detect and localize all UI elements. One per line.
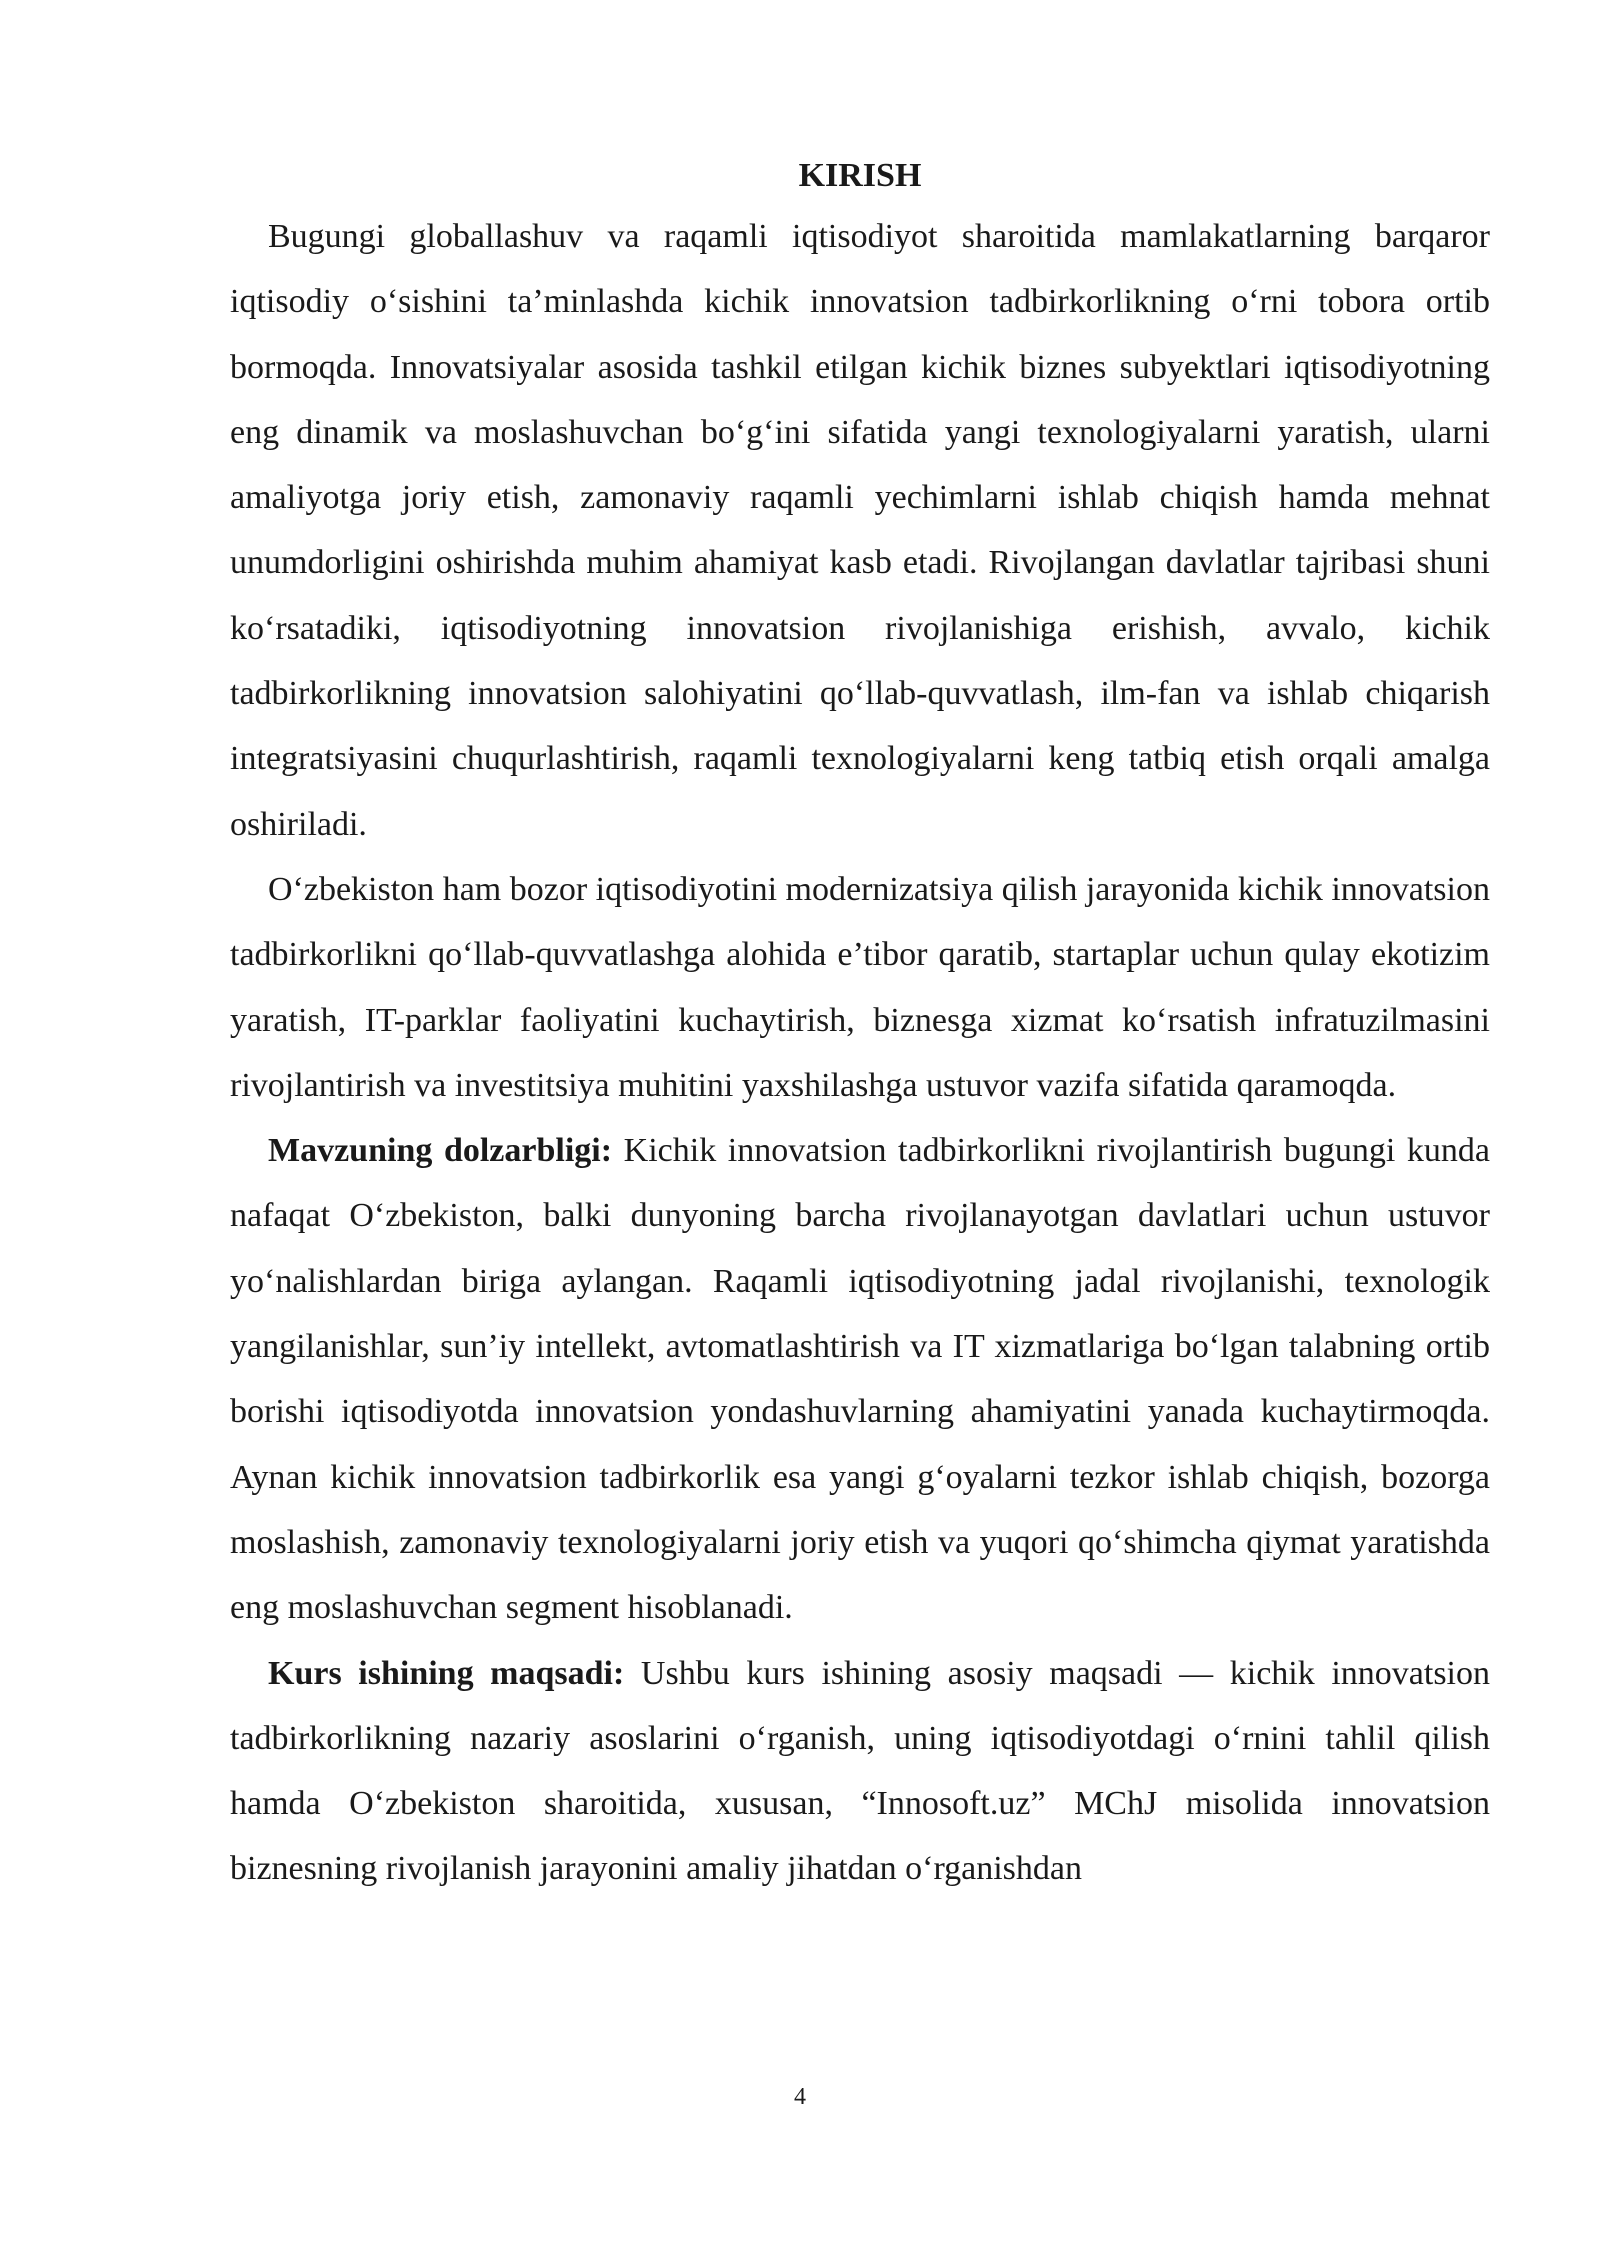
section-title: KIRISH xyxy=(798,157,922,194)
paragraph-text: O‘zbekiston ham bozor iqtisodiyotini modernizatsiya qilish jarayonida kichik innovatsion tadbirkorlikni qo‘llab-quvvatlashga alohida e’tibor qaratib, startaplar uchun qulay ekotizim yaratish, IT-parklar faoliyatini kuchaytirish, biznesga xizmat ko‘rsatish infratuzilmasini rivojlantirish va investitsiya muhitini yaxshilashga ustuvor vazifa sifatida qaramoqda. xyxy=(230,870,1490,1104)
paragraph-goal xyxy=(230,1641,1490,1902)
paragraph-lead-relevance: Mavzuning dolzarbligi: xyxy=(268,1132,613,1170)
paragraph-text: Ushbu kurs ishining asosiy maqsadi — kichik innovatsion tadbirkorlikning nazariy asoslarini o‘rganish, uning iqtisodiyotdagi o‘rnini tahlil qilish hamda O‘zbekiston sharoitida, xususan, “Innosoft.uz” MChJ misolida innovatsion biznesning rivojlanish jarayonini amaliy jihatdan o‘rganishdan xyxy=(230,1654,1490,1888)
paragraph-uzbekistan xyxy=(230,857,1490,1118)
document-page xyxy=(230,148,1490,1902)
paragraph-lead-goal: Kurs ishining maqsadi: xyxy=(268,1654,625,1692)
paragraph-relevance xyxy=(230,1118,1490,1640)
paragraph-text: Kichik innovatsion tadbirkorlikni rivojlantirish bugungi kunda nafaqat O‘zbekiston, balki dunyoning barcha rivojlanayotgan davlatlari uchun ustuvor yo‘nalishlardan biriga aylangan. Raqamli iqtisodiyotning jadal rivojlanishi, texnologik yangilanishlar, sun’iy intellekt, avtomatlashtirish va IT xizmatlariga bo‘lgan talabning ortib borishi iqtisodiyotda innovatsion yondashuvlarning ahamiyatini yanada kuchaytirmoqda. Aynan kichik innovatsion tadbirkorlik esa yangi g‘oyalarni tezkor ishlab chiqish, bozorga moslashish, zamonaviy texnologiyalarni joriy etish va yuqori qo‘shimcha qiymat yaratishda eng moslashuvchan segment hisoblanadi. xyxy=(230,1132,1490,1627)
paragraph-intro xyxy=(230,204,1490,857)
page-number: 4 xyxy=(794,2084,806,2110)
paragraph-text: Bugungi globallashuv va raqamli iqtisodiyot sharoitida mamlakatlarning barqaror iqtisodiy o‘sishini ta’minlashda kichik innovatsion tadbirkorlikning o‘rni tobora ortib bormoqda. Innovatsiyalar asosida tashkil etilgan kichik biznes subyektlari iqtisodiyotning eng dinamik va moslashuvchan bo‘g‘ini sifatida yangi texnologiyalarni yaratish, ularni amaliyotga joriy etish, zamonaviy raqamli yechimlarni ishlab chiqish hamda mehnat unumdorligini oshirishda muhim ahamiyat kasb etadi. Rivojlangan davlatlar tajribasi shuni ko‘rsatadiki, iqtisodiyotning innovatsion rivojlanishiga erishish, avvalo, kichik tadbirkorlikning innovatsion salohiyatini qo‘llab-quvvatlash, ilm-fan va ishlab chiqarish integratsiyasini chuqurlashtirish, raqamli texnologiyalarni keng tatbiq etish orqali amalga oshiriladi. xyxy=(230,218,1490,843)
